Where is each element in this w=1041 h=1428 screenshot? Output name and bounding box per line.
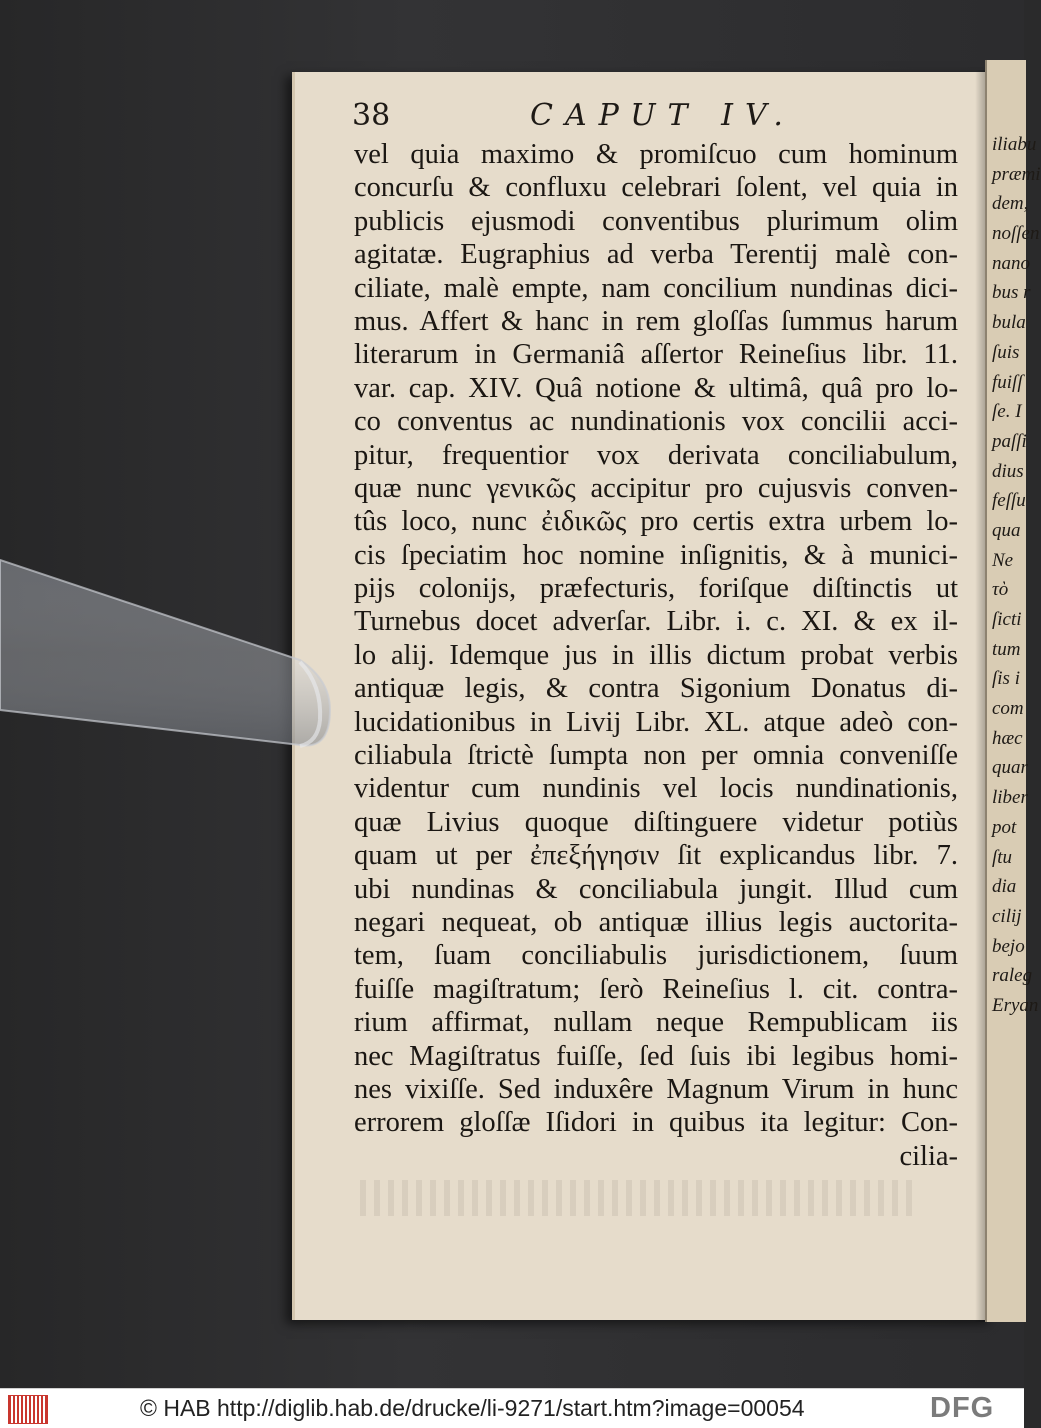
facing-page-fragment: noſſen xyxy=(992,223,1040,245)
facing-page-fragment: dem, xyxy=(992,193,1029,215)
page-number: 38 xyxy=(352,98,391,133)
facing-page-fragment: feſſu xyxy=(992,490,1026,512)
text-line: pijs colonijs, præfecturis, foriſque diſtinctis ut xyxy=(354,573,958,605)
facing-page-fragment: liber xyxy=(992,787,1028,809)
text-line: rium affirmat, nullam neque Rempublicam iis xyxy=(354,1007,958,1039)
facing-page-fragment: bejo xyxy=(992,935,1025,957)
facing-page-fragment: Ne xyxy=(992,549,1014,571)
text-line: antiquæ legis, & contra Sigonium Donatus di- xyxy=(354,673,958,705)
text-line: concurſu & confluxu celebrari ſolent, vel quia in xyxy=(354,172,958,204)
copyright-link[interactable]: © HAB http://diglib.hab.de/drucke/li-9271/start.htm?image=00054 xyxy=(140,1395,805,1421)
library-barcode-icon xyxy=(8,1395,48,1424)
text-line: mus. Affert & hanc in rem gloſſas ſummus harum xyxy=(354,305,958,337)
text-line: fuiſſe magiſtratum; ſerò Reineſius l. cit. contra- xyxy=(354,973,958,1005)
facing-page-fragment: qua xyxy=(992,519,1021,541)
text-line: ubi nundinas & conciliabula jungit. Illud cum xyxy=(354,873,958,905)
facing-page-fragment: quar xyxy=(992,757,1028,779)
facing-page-fragment: ſis i xyxy=(992,668,1020,690)
footer-bar xyxy=(0,1388,1024,1428)
facing-page-fragments xyxy=(992,130,1041,1021)
facing-page-fragment: ſuis xyxy=(992,341,1020,363)
text-line: negari nequeat, ob antiquæ illius legis auctorita- xyxy=(354,906,958,938)
text-line: var. cap. XIV. Quâ notione & ultimâ, quâ pro lo- xyxy=(354,372,958,404)
text-line: videntur cum nundinis vel locis nundinationis, xyxy=(354,773,958,805)
text-line: quam ut per ἐπεξήγησιν ſit explicandus libr. 7. xyxy=(354,840,958,872)
text-line: nec Magiſtratus fuiſſe, ſed ſuis ibi legibus homi- xyxy=(354,1040,958,1072)
facing-page-fragment: raleg xyxy=(992,965,1033,987)
text-line: lucidationibus in Livij Libr. XL. atque adeò con- xyxy=(354,706,958,738)
page-holder-clip xyxy=(0,520,340,780)
text-line: co conventus ac nundinationis vox concilii acci- xyxy=(354,406,958,438)
facing-page-fragment: bula xyxy=(992,312,1026,334)
text-line: nes vixiſſe. Sed induxêre Magnum Virum in hunc xyxy=(354,1073,958,1105)
facing-page-fragment: fuiſſ xyxy=(992,371,1023,393)
facing-page-fragment: ſicti xyxy=(992,609,1022,630)
facing-page-fragment: nano xyxy=(992,252,1030,274)
facing-page-fragment: paſſi xyxy=(992,430,1027,452)
text-line: tem, ſuam conciliabulis jurisdictionem, ſuum xyxy=(354,940,958,972)
text-line: Turnebus docet adverſar. Libr. i. c. XI. & ex il- xyxy=(354,606,958,638)
dfg-logo: DFG xyxy=(930,1392,995,1424)
facing-page-fragment: iliabu xyxy=(992,134,1037,155)
text-line: publicis ejusmodi conventibus plurimum olim xyxy=(354,205,958,237)
text-line: vel quia maximo & promiſcuo cum hominum xyxy=(354,139,958,170)
facing-page-fragment: præmi xyxy=(992,163,1041,185)
facing-page-fragment: tum xyxy=(992,638,1021,660)
text-line: agitatæ. Eugraphius ad verba Terentij malè con- xyxy=(354,239,958,271)
facing-page-fragment: ſtu xyxy=(992,846,1013,868)
text-line: ciliabula ſtrictè ſumpta non per omnia conveniſſe xyxy=(354,740,958,772)
text-line: errorem gloſſæ Iſidori in quibus ita legitur: Con- xyxy=(354,1107,958,1139)
running-head: CAPUT IV. xyxy=(530,98,795,133)
text-line: pitur, frequentior vox derivata conciliabulum, xyxy=(354,439,958,471)
text-line: quæ Livius quoque diſtinguere videtur potiùs xyxy=(354,806,958,838)
facing-page-fragment: dius xyxy=(992,460,1024,482)
facing-page-fragment: bus r xyxy=(992,282,1031,304)
text-line: lo alij. Idemque jus in illis dictum probat verbis xyxy=(354,639,958,671)
facing-page-fragment: cilij xyxy=(992,905,1022,927)
facing-page-fragment: Eryan xyxy=(992,994,1039,1016)
text-line: cilia- xyxy=(899,1140,958,1172)
facing-page-fragment: ſe. I xyxy=(992,401,1022,423)
text-line: quæ nunc γενικῶς accipitur pro cujusvis conven- xyxy=(354,472,958,504)
ink-bleed-through xyxy=(360,1180,920,1216)
text-line: literarum in Germaniâ aſſertor Reineſius libr. 11. xyxy=(354,339,958,371)
text-line: ciliate, malè empte, nam concilium nundinas dici- xyxy=(354,272,958,304)
body-text xyxy=(354,138,958,1173)
facing-page-fragment: hæc xyxy=(992,727,1023,749)
facing-page-fragment: com xyxy=(992,698,1024,720)
text-line: cis ſpeciatim hoc nomine inſignitis, & à munici- xyxy=(354,539,958,571)
facing-page-fragment: τὸ xyxy=(992,579,1009,601)
facing-page-fragment: pot xyxy=(992,816,1017,838)
facing-page-fragment: dia xyxy=(992,876,1017,898)
text-line: tûs loco, nunc ἐιδικῶς pro certis extra urbem lo- xyxy=(354,506,958,538)
